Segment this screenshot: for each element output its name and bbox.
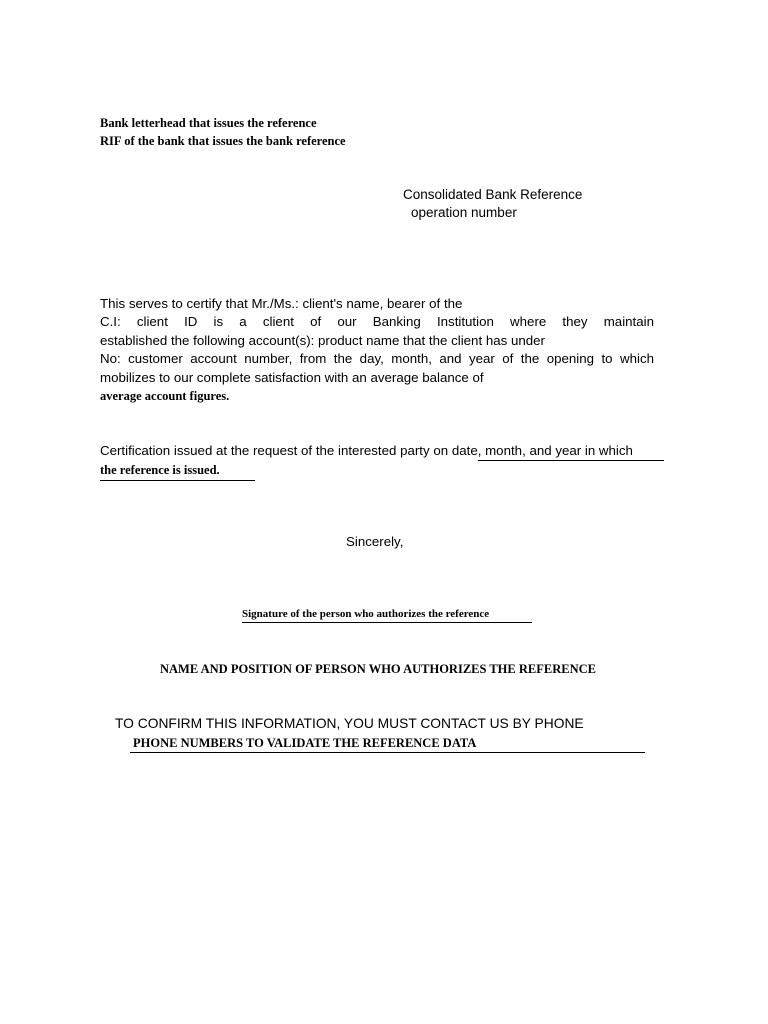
reference-operation-number: operation number — [411, 205, 517, 220]
closing-salutation: Sincerely, — [346, 534, 404, 549]
phone-numbers-label: PHONE NUMBERS TO VALIDATE THE REFERENCE DATA — [133, 736, 477, 750]
issuance-date-text: , month, and year in which — [477, 443, 633, 458]
signature-line — [242, 606, 532, 623]
issuance-date-blank — [100, 461, 255, 480]
signature-label: Signature of the person who authorizes the reference — [242, 608, 490, 620]
contact-instruction: TO CONFIRM THIS INFORMATION, YOU MUST CONTACT US BY PHONE — [115, 716, 584, 731]
letterhead-block — [100, 114, 346, 150]
certification-line: mobilizes to our complete satisfaction with an average balance of — [100, 369, 484, 385]
certification-line: This serves to certify that Mr./Ms.: client's name, bearer of the — [100, 296, 463, 311]
signature-blank — [242, 606, 532, 623]
issuance-prefix: Certification issued at the request of the interested party on date — [100, 443, 478, 458]
authorizer-name-position: NAME AND POSITION OF PERSON WHO AUTHORIZES THE REFERENCE — [160, 662, 596, 676]
certification-line: C.I: client ID is a client of our Banking Institution where they maintain — [100, 314, 654, 330]
reference-block — [403, 186, 582, 222]
reference-title: Consolidated Bank Reference — [403, 187, 583, 202]
certification-line: established the following account(s): product name that the client has under — [100, 332, 545, 348]
letterhead-rif: RIF of the bank that issues the bank reference — [100, 134, 346, 148]
certification-paragraph — [100, 295, 654, 405]
certification-line: No: customer account number, from the day, month, and year of the opening to which — [100, 351, 654, 367]
letterhead-bank-name: Bank letterhead that issues the reference — [100, 116, 317, 130]
issuance-date-text: the reference is issued. — [100, 463, 220, 478]
issuance-date-blank — [478, 442, 664, 461]
issuance-statement — [100, 442, 664, 481]
phone-numbers-blank — [130, 734, 645, 753]
average-balance-figures: average account figures. — [100, 389, 230, 404]
phone-numbers-line — [130, 734, 645, 753]
